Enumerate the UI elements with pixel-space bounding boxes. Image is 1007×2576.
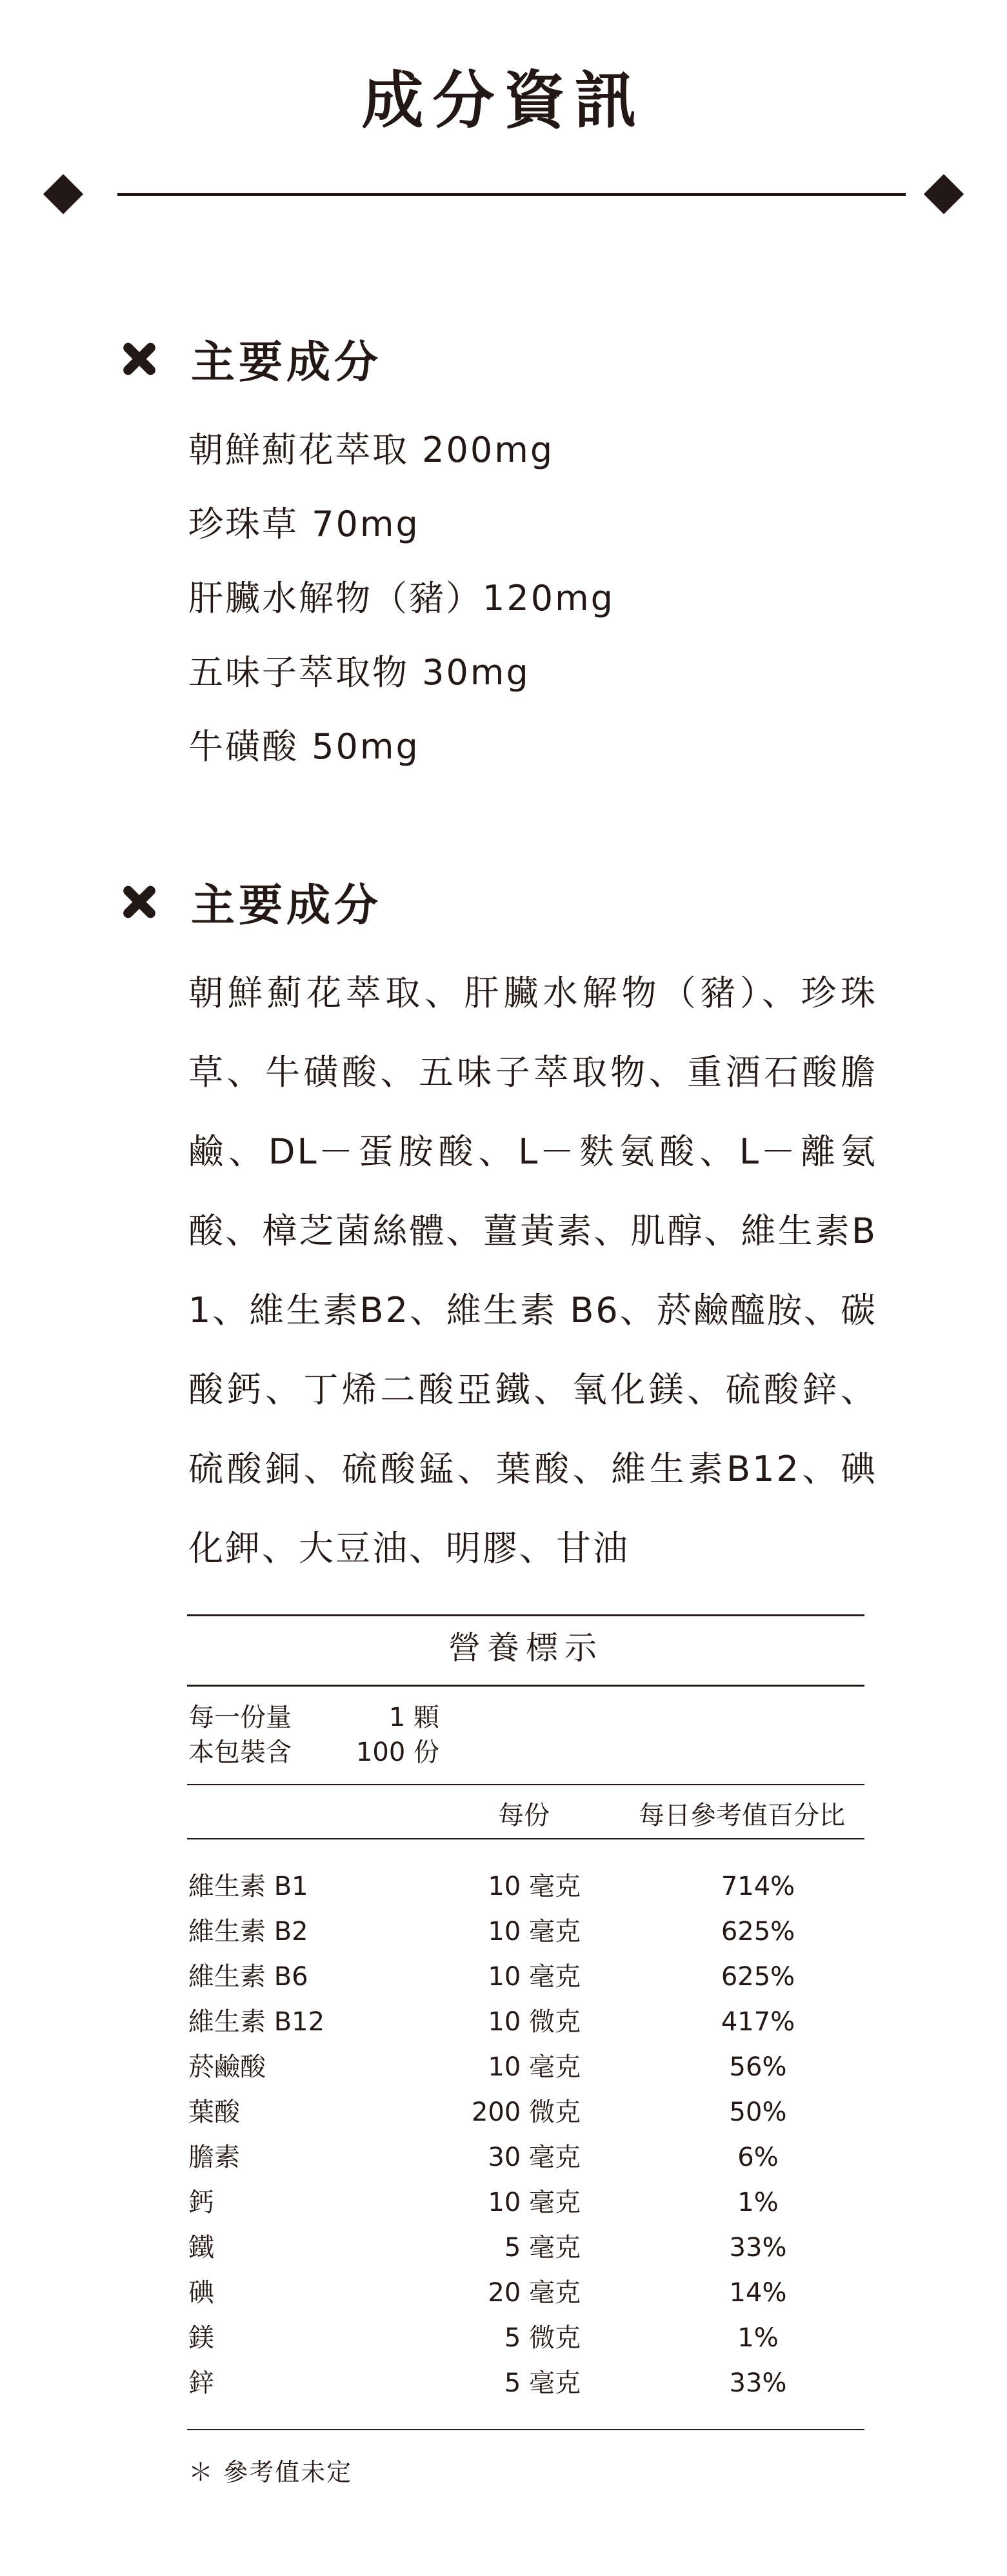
nutrient-amount: 10 毫克 (488, 1872, 581, 1901)
table-row (187, 2045, 864, 2090)
nutrient-amount: 5 微克 (504, 2323, 581, 2353)
table-bottom-rule (187, 2429, 864, 2430)
list-item: 五味子萃取物 30mg (188, 652, 530, 693)
package-count-label: 本包裝含 (188, 1738, 292, 1767)
footnote: ＊ 參考值未定 (188, 2458, 353, 2486)
table-top-rule (187, 1614, 864, 1616)
nutrient-name: 鈣 (188, 2188, 214, 2217)
nutrient-daily-value: 33% (729, 2233, 787, 2263)
list-item: 肝臟水解物（豬）120mg (188, 578, 615, 619)
nutrient-amount: 5 毫克 (504, 2368, 581, 2398)
nutrient-name: 菸鹼酸 (188, 2052, 266, 2082)
table-row (187, 2315, 864, 2361)
title-divider (117, 193, 906, 196)
list-item: 牛磺酸 50mg (188, 726, 420, 767)
nutrient-amount: 5 毫克 (504, 2233, 581, 2263)
table-row (187, 2180, 864, 2225)
serving-rule (187, 1784, 864, 1785)
header-rule (187, 1838, 864, 1839)
column-header-per-serving: 每份 (498, 1801, 550, 1830)
nutrient-daily-value: 33% (729, 2368, 787, 2398)
nutrient-name: 鎂 (188, 2323, 214, 2353)
nutrient-name: 碘 (188, 2278, 214, 2308)
nutrient-daily-value: 1% (737, 2188, 779, 2217)
nutrient-name: 維生素 B1 (188, 1872, 308, 1901)
main-ingredient-list (188, 413, 615, 784)
section1-title: 主要成分 (191, 337, 383, 388)
table-row (187, 1954, 864, 1999)
nutrient-daily-value: 6% (737, 2143, 779, 2172)
nutrient-daily-value: 56% (729, 2052, 787, 2082)
nutrient-amount: 10 毫克 (488, 2052, 581, 2082)
package-count-value: 100 份 (355, 1738, 439, 1767)
diamond-icon-right (924, 174, 964, 214)
nutrient-daily-value: 14% (729, 2278, 787, 2308)
nutrient-daily-value: 625% (721, 1962, 795, 1992)
section2-header (116, 869, 382, 934)
nutrient-amount: 10 毫克 (488, 1962, 581, 1992)
x-icon (116, 878, 163, 925)
nutrient-name: 葉酸 (188, 2097, 240, 2127)
nutrient-name: 膽素 (188, 2143, 240, 2172)
table-row (187, 1864, 864, 1909)
nutrition-title: 營養標示 (448, 1629, 603, 1667)
table-title-rule (187, 1685, 864, 1687)
nutrient-amount: 10 毫克 (488, 2188, 581, 2217)
table-row (187, 2135, 864, 2180)
table-row (187, 1999, 864, 2045)
table-row (187, 2361, 864, 2406)
page-title: 成分資訊 (361, 64, 646, 137)
table-row (187, 2270, 864, 2315)
x-icon (116, 335, 163, 382)
serving-size-label: 每一份量 (188, 1703, 292, 1732)
nutrient-name: 維生素 B6 (188, 1962, 308, 1992)
nutrient-amount: 10 毫克 (488, 1917, 581, 1947)
table-row (187, 2090, 864, 2135)
diamond-icon-left (43, 174, 83, 214)
column-header-daily-value: 每日參考值百分比 (639, 1801, 845, 1830)
nutrient-name: 維生素 B2 (188, 1917, 308, 1947)
section1-header (116, 326, 382, 391)
nutrient-amount: 10 微克 (488, 2007, 581, 2037)
full-ingredient-text: 朝鮮薊花萃取、肝臟水解物（豬）、珍珠草、牛磺酸、五味子萃取物、重酒石酸膽鹼、DL－蛋胺酸、L－麩氨酸、L－離氨酸、樟芝菌絲體、薑黃素、肌醇、維生素B1、維生素B2、維生素 B6、菸鹼醯胺、碳酸鈣、丁烯二酸亞鐵、氧化鎂、硫酸鋅、硫酸銅、硫酸錳、葉酸、維生素B12、碘化鉀、大豆油、明膠、甘油 (188, 973, 877, 1569)
nutrient-daily-value: 714% (721, 1872, 795, 1901)
section2-title: 主要成分 (191, 880, 383, 931)
table-row (187, 1909, 864, 1954)
table-row (187, 2225, 864, 2270)
nutrient-daily-value: 625% (721, 1917, 795, 1947)
list-item: 朝鮮薊花萃取 200mg (188, 430, 555, 470)
nutrient-amount: 20 毫克 (488, 2278, 581, 2308)
nutrient-daily-value: 50% (729, 2097, 787, 2127)
nutrient-name: 鐵 (188, 2233, 214, 2263)
nutrient-daily-value: 417% (721, 2007, 795, 2037)
list-item: 珍珠草 70mg (188, 504, 420, 544)
serving-size-value: 1 顆 (388, 1703, 439, 1732)
nutrient-amount: 200 微克 (471, 2097, 581, 2127)
nutrient-daily-value: 1% (737, 2323, 779, 2353)
nutrient-amount: 30 毫克 (488, 2143, 581, 2172)
nutrient-name: 鋅 (188, 2368, 214, 2398)
nutrient-name: 維生素 B12 (188, 2007, 325, 2037)
